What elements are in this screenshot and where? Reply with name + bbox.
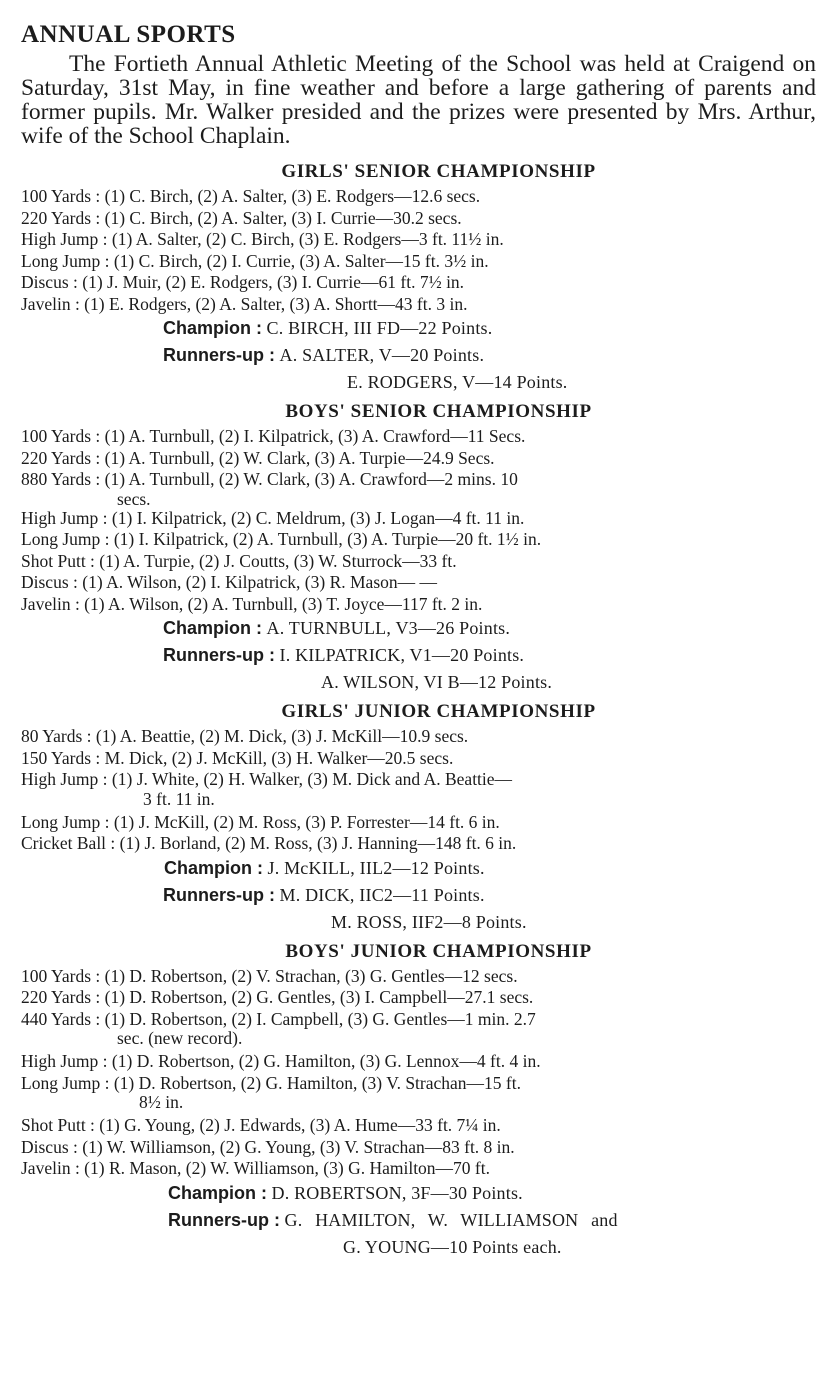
champion-line <box>21 615 816 642</box>
runners-up-label: Runners-up : <box>168 1209 280 1230</box>
event-line: Cricket Ball : (1) J. Borland, (2) M. Ross, (3) J. Hanning—148 ft. 6 in. <box>21 833 517 853</box>
boys-senior-section <box>21 400 816 696</box>
runner-up-value: A. SALTER, V—20 Points. <box>279 345 485 365</box>
runners-up-line-2 <box>21 909 816 936</box>
champion-value: C. BIRCH, III FD—22 Points. <box>266 318 493 338</box>
event-line: Javelin : (1) R. Mason, (2) W. Williamson, (3) G. Hamilton—70 ft. <box>21 1158 490 1178</box>
event-line: Shot Putt : (1) A. Turpie, (2) J. Coutts, (3) W. Sturrock—33 ft. <box>21 550 457 571</box>
champion-label: Champion : <box>163 318 262 338</box>
event-line: 220 Yards : (1) D. Robertson, (2) G. Gentles, (3) I. Campbell—27.1 secs. <box>21 987 534 1007</box>
event-line: Long Jump : (1) I. Kilpatrick, (2) A. Turnbull, (3) A. Turpie—20 ft. 1½ in. <box>21 529 542 549</box>
event-line <box>21 769 816 808</box>
boys-junior-section <box>21 940 816 1261</box>
event-line: 100 Yards : (1) D. Robertson, (2) V. Strachan, (3) G. Gentles—12 secs. <box>21 965 518 986</box>
section-heading: BOYS' JUNIOR CHAMPIONSHIP <box>285 940 592 962</box>
runners-up-line <box>21 342 816 369</box>
champion-line <box>21 855 816 882</box>
event-line: 150 Yards : M. Dick, (2) J. McKill, (3) H. Walker—20.5 secs. <box>21 747 454 768</box>
event-line: Long Jump : (1) J. McKill, (2) M. Ross, (3) P. Forrester—14 ft. 6 in. <box>21 811 500 832</box>
runners-up-line <box>21 882 816 909</box>
event-continuation: sec. (new record). <box>117 1028 243 1048</box>
champion-line <box>21 315 816 342</box>
champion-value: A. TURNBULL, V3—26 Points. <box>266 618 511 638</box>
intro-paragraph: The Fortieth Annual Athletic Meeting of the School was held at Craigend on Saturday, 31st May, in fine weather and before a large gathering of parents and former pupils. Mr. Walker presided and the prizes were presented by Mrs. Arthur, wife of the School Chaplain. <box>21 51 816 149</box>
event-line: Discus : (1) J. Muir, (2) E. Rodgers, (3) I. Currie—61 ft. 7½ in. <box>21 272 465 292</box>
event-text: Long Jump : (1) D. Robertson, (2) G. Hamilton, (3) V. Strachan—15 ft. <box>21 1072 521 1093</box>
event-line <box>21 1009 816 1048</box>
event-line: Long Jump : (1) C. Birch, (2) I. Currie, (3) A. Salter—15 ft. 3½ in. <box>21 250 489 271</box>
girls-senior-section <box>21 160 816 396</box>
event-text: High Jump : (1) J. White, (2) H. Walker, (3) M. Dick and A. Beattie— <box>21 769 513 789</box>
champion-value: D. ROBERTSON, 3F—30 Points. <box>271 1182 523 1203</box>
event-continuation: 3 ft. 11 in. <box>143 788 215 809</box>
champion-line <box>21 1180 816 1207</box>
event-line: 220 Yards : (1) A. Turnbull, (2) W. Clark, (3) A. Turpie—24.9 Secs. <box>21 447 495 468</box>
event-line: Discus : (1) A. Wilson, (2) I. Kilpatrick, (3) R. Mason— — <box>21 572 438 592</box>
event-line: 100 Yards : (1) C. Birch, (2) A. Salter, (3) E. Rodgers—12.6 secs. <box>21 186 481 206</box>
event-line: Javelin : (1) E. Rodgers, (2) A. Salter, (3) A. Shortt—43 ft. 3 in. <box>21 293 468 314</box>
event-line: High Jump : (1) A. Salter, (2) C. Birch, (3) E. Rodgers—3 ft. 11½ in. <box>21 229 504 249</box>
event-text: 880 Yards : (1) A. Turnbull, (2) W. Clark, (3) A. Crawford—2 mins. 10 <box>21 469 518 489</box>
event-line: Shot Putt : (1) G. Young, (2) J. Edwards, (3) A. Hume—33 ft. 7¼ in. <box>21 1115 501 1135</box>
runner-up-value: A. WILSON, VI B—12 Points. <box>321 672 553 692</box>
runner-up-value: I. KILPATRICK, V1—20 Points. <box>279 645 525 665</box>
champion-value: J. McKILL, IIL2—12 Points. <box>267 857 485 878</box>
event-continuation: 8½ in. <box>139 1092 184 1112</box>
event-text: 440 Yards : (1) D. Robertson, (2) I. Campbell, (3) G. Gentles—1 min. 2.7 <box>21 1008 536 1029</box>
runners-up-line-2 <box>21 1234 816 1261</box>
runner-up-value: M. ROSS, IIF2—8 Points. <box>331 911 527 932</box>
section-heading: BOYS' SENIOR CHAMPIONSHIP <box>285 401 592 422</box>
runners-up-label: Runners-up : <box>163 345 275 365</box>
section-heading: GIRLS' SENIOR CHAMPIONSHIP <box>281 161 596 182</box>
section-heading: GIRLS' JUNIOR CHAMPIONSHIP <box>281 701 596 722</box>
runner-up-value: E. RODGERS, V—14 Points. <box>347 372 568 392</box>
event-line: 220 Yards : (1) C. Birch, (2) A. Salter, (3) I. Currie—30.2 secs. <box>21 207 462 228</box>
runners-up-line <box>21 642 816 669</box>
event-line <box>21 469 816 508</box>
event-line: High Jump : (1) I. Kilpatrick, (2) C. Meldrum, (3) J. Logan—4 ft. 11 in. <box>21 507 525 528</box>
runner-up-value: G. HAMILTON, W. WILLIAMSON and <box>284 1209 618 1230</box>
champion-label: Champion : <box>163 618 262 638</box>
event-line <box>21 1073 816 1112</box>
champion-label: Champion : <box>164 857 263 878</box>
champion-label: Champion : <box>168 1182 267 1203</box>
event-line: High Jump : (1) D. Robertson, (2) G. Hamilton, (3) G. Lennox—4 ft. 4 in. <box>21 1051 541 1071</box>
runner-up-value: G. YOUNG—10 Points each. <box>343 1236 562 1257</box>
girls-junior-section <box>21 700 816 936</box>
event-line: Javelin : (1) A. Wilson, (2) A. Turnbull, (3) T. Joyce—117 ft. 2 in. <box>21 593 483 614</box>
runners-up-line-2 <box>21 669 816 696</box>
event-line: Discus : (1) W. Williamson, (2) G. Young, (3) V. Strachan—83 ft. 8 in. <box>21 1136 515 1157</box>
runners-up-label: Runners-up : <box>163 645 275 665</box>
event-line: 100 Yards : (1) A. Turnbull, (2) I. Kilpatrick, (3) A. Crawford—11 Secs. <box>21 426 526 446</box>
event-continuation: secs. <box>117 488 151 509</box>
runners-up-line <box>21 1207 816 1234</box>
page-title: ANNUAL SPORTS <box>21 21 236 48</box>
runners-up-label: Runners-up : <box>163 884 275 905</box>
event-line: 80 Yards : (1) A. Beattie, (2) M. Dick, (3) J. McKill—10.9 secs. <box>21 726 469 746</box>
runners-up-line-2 <box>21 369 816 396</box>
runner-up-value: M. DICK, IIC2—11 Points. <box>279 884 485 905</box>
